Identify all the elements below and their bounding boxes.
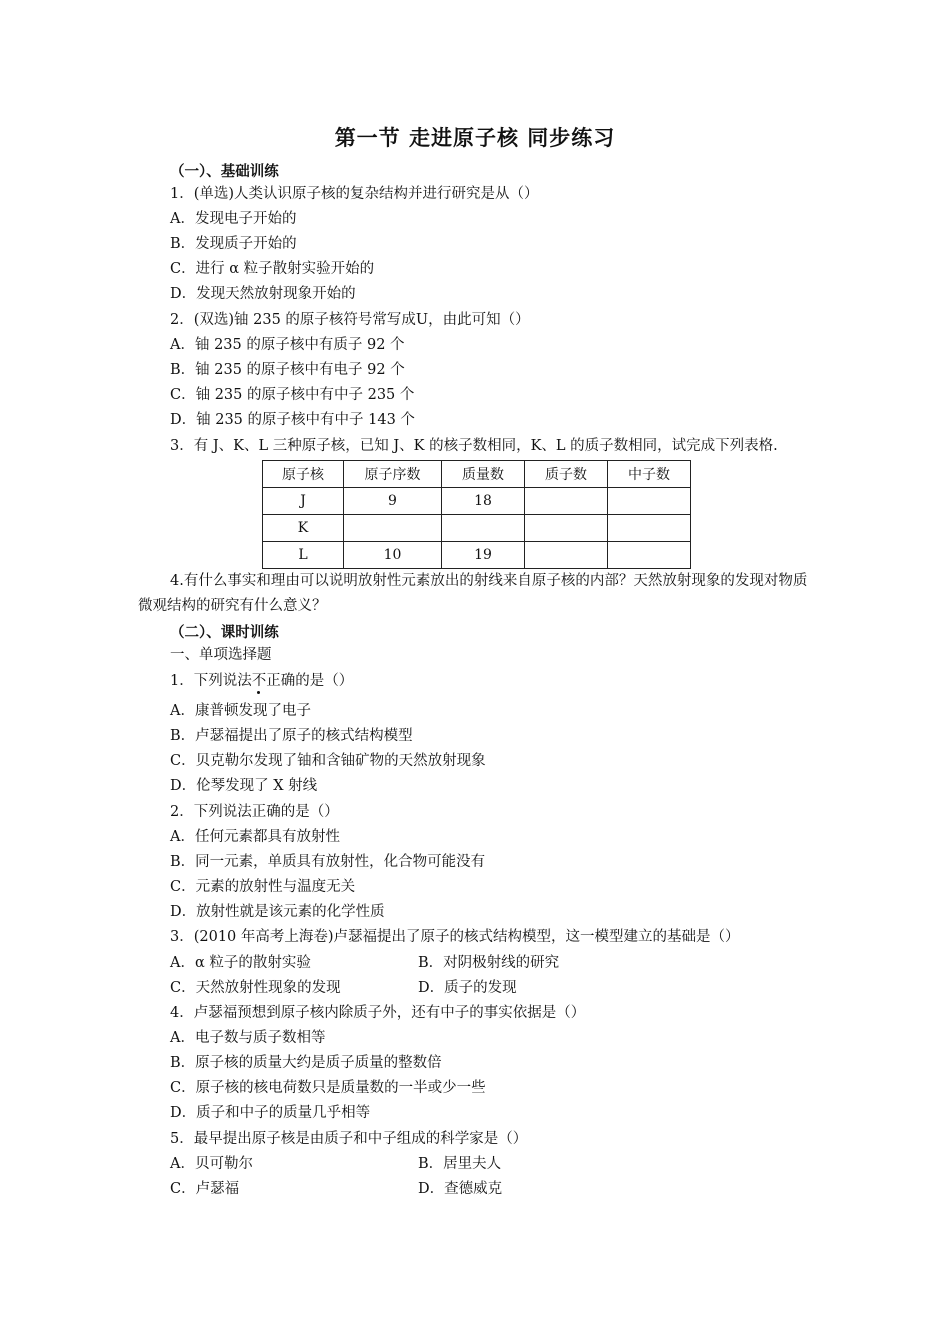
table-cell — [525, 488, 608, 515]
section-heading-lesson: （二）、课时训练 — [170, 625, 279, 641]
single-choice-4-option-b: B．原子核的质量大约是质子质量的整数倍 — [170, 1055, 442, 1071]
question-1-option-b: B．发现质子开始的 — [170, 236, 297, 252]
question-2-stem: 2．(双选)铀 235 的原子核符号常写成U，由此可知（） — [170, 312, 530, 328]
section-heading-basic: （一）、基础训练 — [170, 164, 279, 180]
single-choice-3-option-d: D．质子的发现 — [418, 980, 517, 996]
table-header-cell: 原子核 — [263, 461, 344, 488]
table-cell: J — [263, 488, 344, 515]
single-choice-1-option-b: B．卢瑟福提出了原子的核式结构模型 — [170, 728, 413, 744]
single-choice-1-option-c: C．贝克勒尔发现了铀和含铀矿物的天然放射现象 — [170, 753, 486, 769]
single-choice-1-option-a: A．康普顿发现了电子 — [170, 703, 311, 719]
question-2-option-b: B．铀 235 的原子核中有电子 92 个 — [170, 362, 405, 378]
stem-suffix: 正确的是（） — [266, 673, 354, 689]
single-choice-5-option-a: A．贝可勒尔 — [170, 1156, 253, 1172]
table-row — [263, 488, 691, 515]
question-1-option-a: A．发现电子开始的 — [170, 211, 297, 227]
table-cell — [608, 488, 691, 515]
table-cell — [525, 515, 608, 542]
question-1-option-d: D．发现天然放射现象开始的 — [170, 286, 356, 302]
table-cell: 9 — [344, 488, 442, 515]
table-cell: 19 — [442, 542, 525, 569]
single-choice-4-option-a: A．电子数与质子数相等 — [170, 1030, 326, 1046]
subsection-heading: 一、单项选择题 — [170, 647, 272, 663]
single-choice-4-stem: 4．卢瑟福预想到原子核内除质子外，还有中子的事实依据是（） — [170, 1005, 586, 1021]
table-header-cell: 质子数 — [525, 461, 608, 488]
table-cell — [442, 515, 525, 542]
single-choice-5-option-c: C．卢瑟福 — [170, 1181, 240, 1197]
single-choice-1-option-d: D．伦琴发现了 X 射线 — [170, 778, 318, 794]
single-choice-5-option-b: B．居里夫人 — [418, 1156, 502, 1172]
table-cell: L — [263, 542, 344, 569]
nucleus-table — [262, 460, 691, 569]
single-choice-4-option-d: D．质子和中子的质量几乎相等 — [170, 1105, 371, 1121]
table-row — [263, 515, 691, 542]
single-choice-3-option-a: A．α 粒子的散射实验 — [170, 955, 311, 971]
question-4-text: 4.有什么事实和理由可以说明放射性元素放出的射线来自原子核的内部？天然放射现象的发现对物质微观结构的研究有什么意义？ — [138, 573, 808, 614]
table-cell — [344, 515, 442, 542]
table-header-cell: 质量数 — [442, 461, 525, 488]
single-choice-1-stem — [170, 672, 353, 690]
question-1-stem: 1．(单选)人类认识原子核的复杂结构并进行研究是从（） — [170, 186, 539, 202]
table-cell — [608, 515, 691, 542]
single-choice-5-option-d: D．查德威克 — [418, 1181, 503, 1197]
table-cell: 10 — [344, 542, 442, 569]
question-3-stem: 3．有 J、K、L 三种原子核，已知 J、K 的核子数相同，K、L 的质子数相同，试完成下列表格. — [170, 438, 778, 454]
table-header-row — [263, 461, 691, 488]
page-title: 第一节 走进原子核 同步练习 — [334, 126, 616, 150]
table-cell: K — [263, 515, 344, 542]
single-choice-4-option-c: C．原子核的核电荷数只是质量数的一半或少一些 — [170, 1080, 486, 1096]
single-choice-2-option-b: B．同一元素，单质具有放射性，化合物可能没有 — [170, 854, 486, 870]
single-choice-3-stem: 3．(2010 年高考上海卷)卢瑟福提出了原子的核式结构模型，这一模型建立的基础是（） — [170, 929, 740, 945]
table-header-cell: 中子数 — [608, 461, 691, 488]
stem-prefix: 1．下列说法 — [170, 673, 252, 689]
single-choice-2-stem: 2．下列说法正确的是（） — [170, 804, 339, 820]
single-choice-3-option-c: C．天然放射性现象的发现 — [170, 980, 341, 996]
table-cell — [525, 542, 608, 569]
question-2-option-c: C．铀 235 的原子核中有中子 235 个 — [170, 387, 415, 403]
table-header-cell: 原子序数 — [344, 461, 442, 488]
question-1-option-c: C．进行 α 粒子散射实验开始的 — [170, 261, 375, 277]
question-2-option-d: D．铀 235 的原子核中有中子 143 个 — [170, 412, 415, 428]
single-choice-2-option-a: A．任何元素都具有放射性 — [170, 829, 340, 845]
single-choice-5-stem: 5．最早提出原子核是由质子和中子组成的科学家是（） — [170, 1131, 528, 1147]
single-choice-2-option-d: D．放射性就是该元素的化学性质 — [170, 904, 385, 920]
single-choice-3-option-b: B．对阴极射线的研究 — [418, 955, 560, 971]
question-2-option-a: A．铀 235 的原子核中有质子 92 个 — [170, 337, 405, 353]
table-row — [263, 542, 691, 569]
table-cell: 18 — [442, 488, 525, 515]
single-choice-2-option-c: C．元素的放射性与温度无关 — [170, 879, 356, 895]
table-cell — [608, 542, 691, 569]
emphasized-word: 不 — [251, 673, 267, 689]
